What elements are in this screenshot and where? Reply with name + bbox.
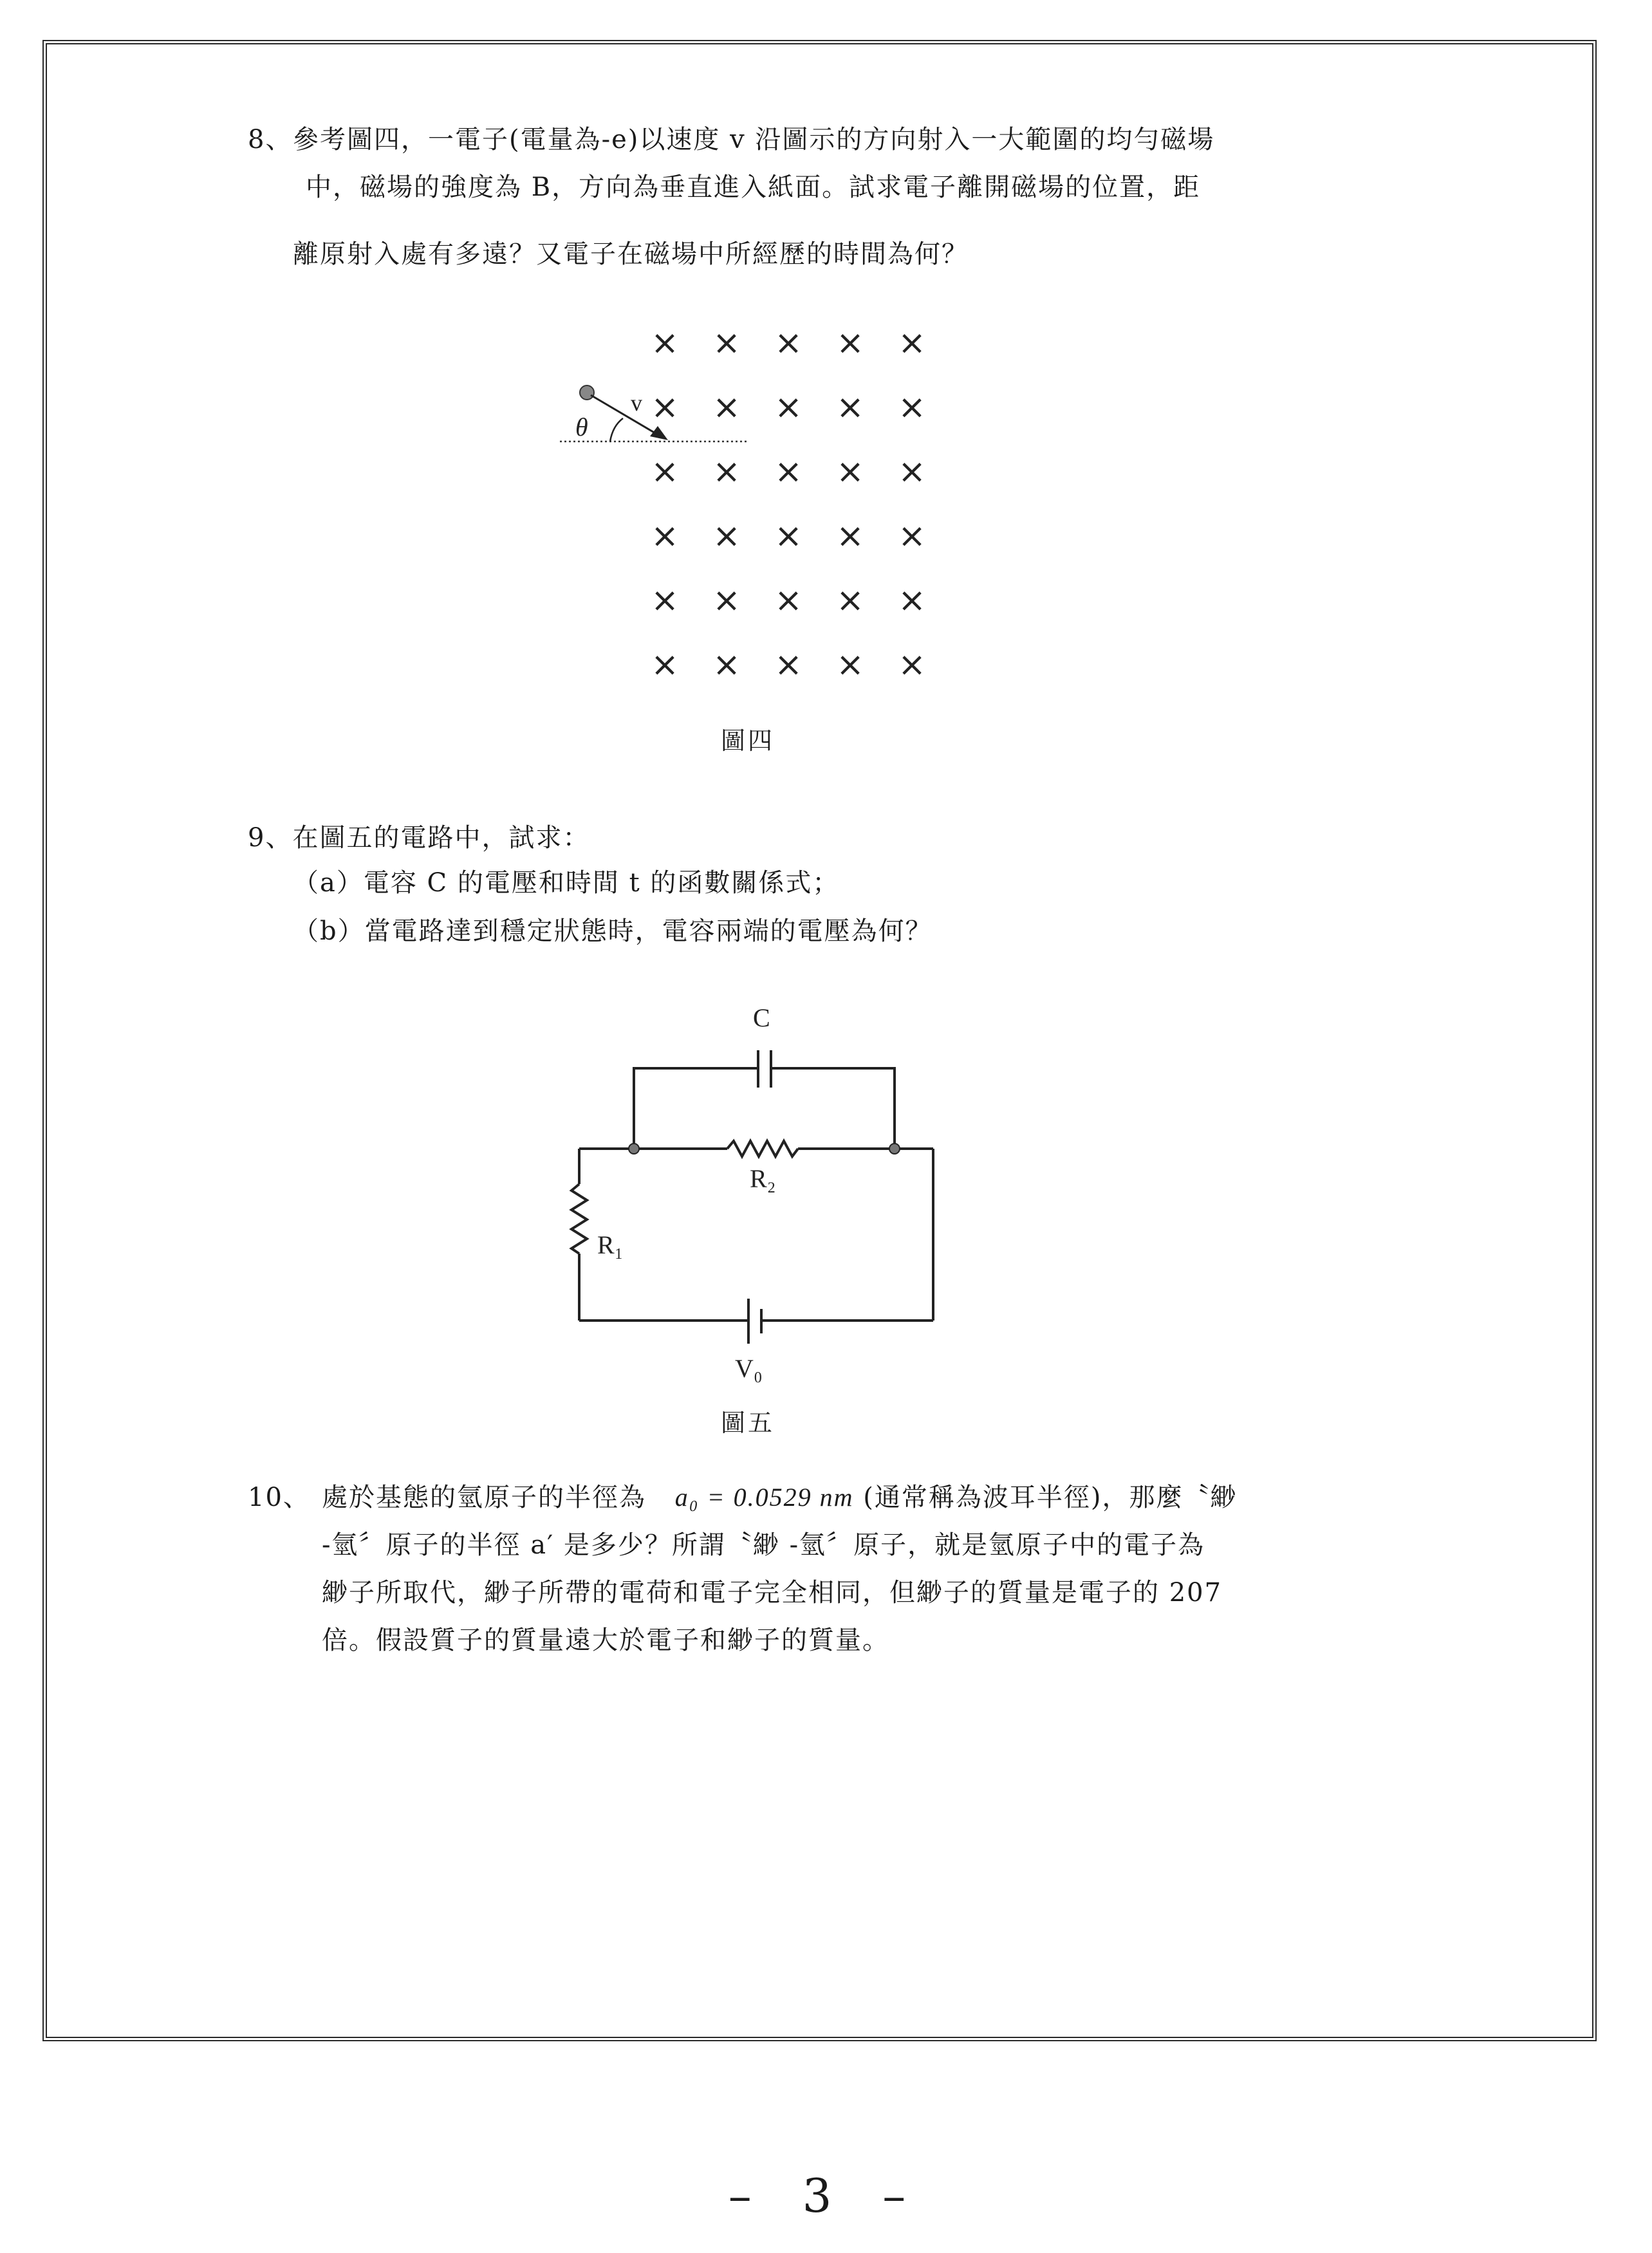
field-into-page-symbol: ×: [651, 452, 679, 491]
angle-label: θ: [575, 413, 588, 441]
field-into-page-symbol: ×: [712, 452, 741, 491]
question-10-line-1-text-b: (通常稱為波耳半徑)，那麼〝緲: [863, 1483, 1238, 1512]
field-into-page-symbol: ×: [774, 645, 803, 684]
r2-label: R₂: [750, 1164, 776, 1193]
field-into-page-symbol: ×: [898, 388, 926, 427]
resistor-r1: [571, 1184, 587, 1254]
question-10: [248, 1474, 1406, 1667]
capacitor-branch-right-wire: [771, 1068, 895, 1145]
question-10-line-2: -氫〞原子的半徑 a′ 是多少？所謂〝緲 -氫〞原子，就是氫原子中的電子為: [322, 1530, 1205, 1560]
electron-dot: [580, 385, 594, 400]
field-into-page-symbol: ×: [712, 517, 741, 555]
velocity-arrow-shaft: [591, 395, 663, 438]
field-into-page-symbol: ×: [836, 581, 864, 620]
question-10-line-1-text-a: 處於基態的氫原子的半徑為: [322, 1483, 646, 1512]
field-into-page-symbol: ×: [836, 517, 864, 555]
junction-right: [889, 1144, 900, 1154]
field-into-page-symbol: ×: [774, 581, 803, 620]
r1-label: R₁: [597, 1230, 624, 1259]
field-into-page-symbol: ×: [774, 452, 803, 491]
field-into-page-symbol: ×: [898, 517, 926, 555]
field-into-page-symbol: ×: [712, 388, 741, 427]
field-into-page-symbol: ×: [836, 388, 864, 427]
angle-arc: [610, 418, 623, 441]
capacitor-branch-left-wire: [634, 1068, 758, 1149]
question-10-line-1: [322, 1474, 1237, 1521]
bohr-radius-equation: a₀ = 0.0529 nm: [674, 1483, 854, 1512]
capacitor-label: C: [753, 1003, 770, 1032]
field-into-page-symbol: ×: [712, 645, 741, 684]
velocity-label: v: [631, 390, 642, 416]
question-10-line-4: 倍。假設質子的質量遠大於電子和緲子的質量。: [322, 1626, 889, 1655]
question-10-line-3: 緲子所取代，緲子所帶的電荷和電子完全相同，但緲子的質量是電子的 207: [322, 1578, 1223, 1608]
question-8-line-1: 參考圖四，一電子(電量為-e)以速度 v 沿圖示的方向射入一大範圍的均勻磁場: [293, 125, 1215, 154]
field-into-page-symbol: ×: [651, 517, 679, 555]
question-8-line-2: 中，磁場的強度為 B，方向為垂直進入紙面。試求電子離開磁場的位置，距: [306, 172, 1201, 202]
field-into-page-symbol: ×: [898, 581, 926, 620]
field-into-page-symbol: ×: [774, 324, 803, 362]
resistor-r2: [727, 1141, 798, 1156]
velocity-arrow-head: [650, 426, 668, 440]
field-into-page-symbol: ×: [836, 452, 864, 491]
field-into-page-symbol: ×: [712, 581, 741, 620]
field-into-page-symbol: ×: [651, 388, 679, 427]
field-into-page-symbol: ×: [836, 645, 864, 684]
field-into-page-symbol: ×: [774, 388, 803, 427]
field-into-page-symbol: ×: [651, 581, 679, 620]
field-into-page-symbol: ×: [651, 645, 679, 684]
field-into-page-symbol: ×: [651, 324, 679, 362]
field-into-page-symbol: ×: [898, 324, 926, 362]
field-into-page-symbol: ×: [712, 324, 741, 362]
question-10-number: 10、: [248, 1483, 310, 1512]
field-into-page-symbol: ×: [898, 645, 926, 684]
source-label: V₀: [735, 1354, 763, 1383]
question-8: [248, 116, 1406, 283]
question-9-sub-b: （b）當電路達到穩定狀態時，電容兩端的電壓為何？: [293, 916, 933, 946]
figure-5-circuit: [553, 991, 1017, 1390]
field-into-page-symbol: ×: [836, 324, 864, 362]
field-into-page-symbol: ×: [898, 452, 926, 491]
figure-4-incident-electron: [553, 373, 759, 457]
page-number: – 3 –: [728, 2169, 924, 2223]
junction-left: [629, 1144, 639, 1154]
question-9-sub-a: （a）電容 C 的電壓和時間 t 的函數關係式；: [293, 868, 840, 898]
field-into-page-symbol: ×: [774, 517, 803, 555]
figure-4-caption: 圖四: [721, 727, 775, 755]
question-9-line-1: 9、在圖五的電路中，試求：: [248, 823, 590, 853]
question-8-number: 8、: [248, 125, 293, 154]
question-8-line-3: 離原射入處有多遠？又電子在磁場中所經歷的時間為何？: [293, 239, 969, 269]
figure-5-caption: 圖五: [721, 1409, 775, 1437]
